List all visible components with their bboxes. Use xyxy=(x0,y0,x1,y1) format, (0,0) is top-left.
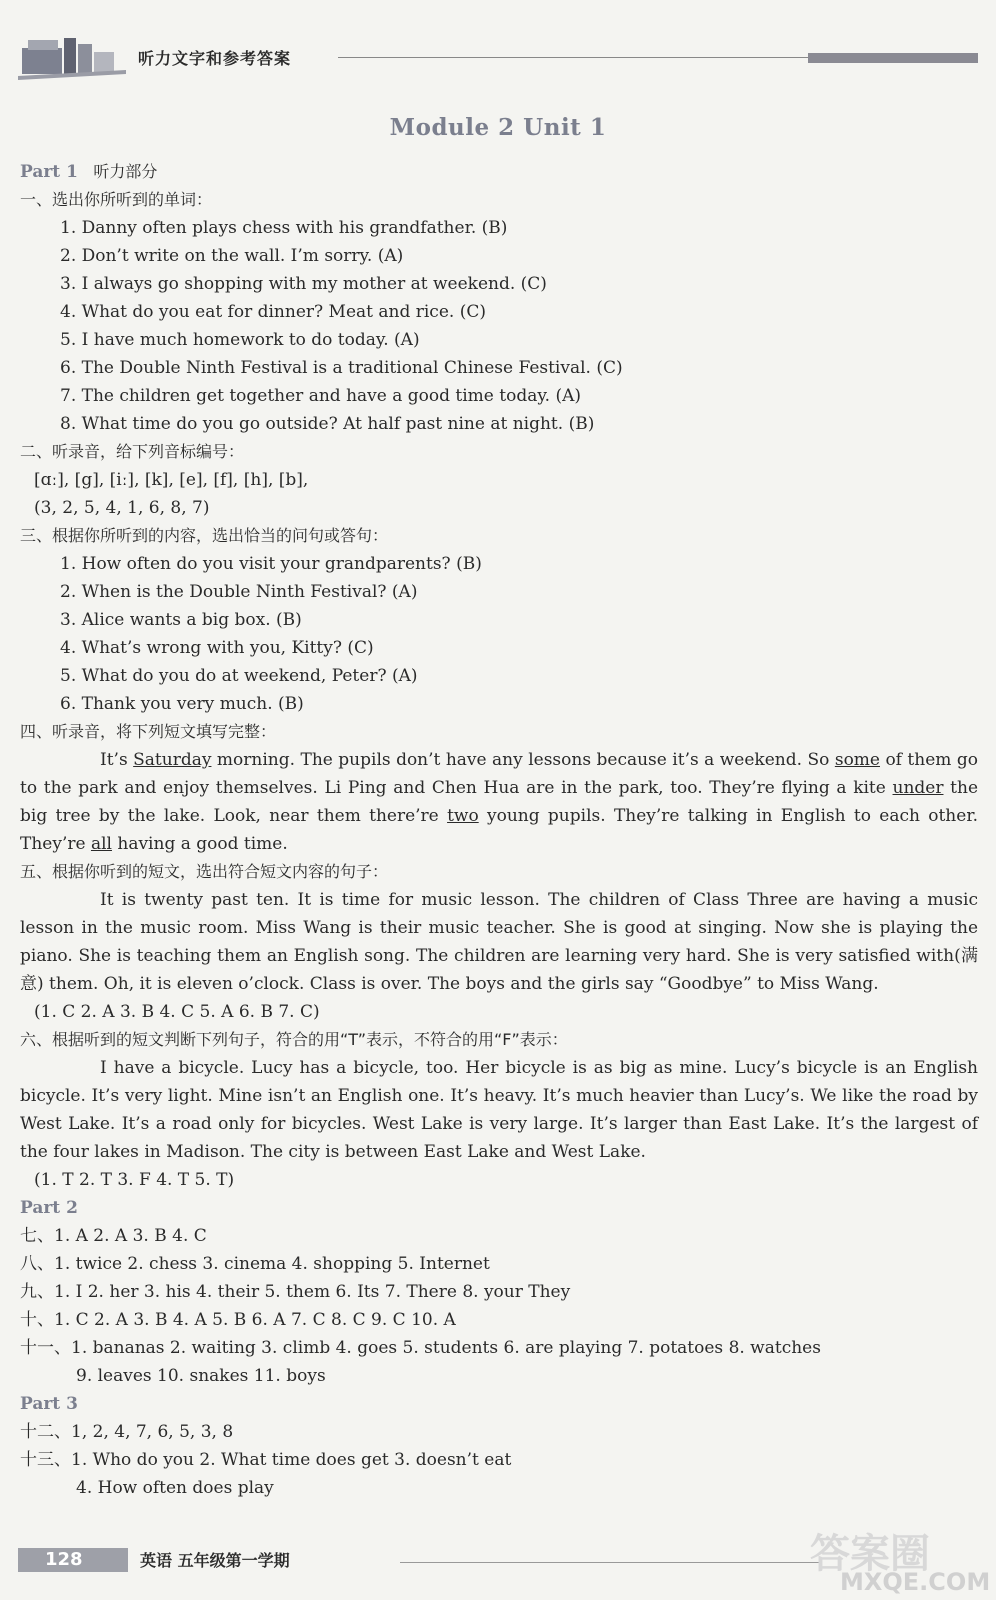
part3-label: Part 3 xyxy=(20,1394,78,1414)
section-6-answer: (1. T 2. T 3. F 4. T 5. T) xyxy=(34,1170,235,1190)
section-6-passage: I have a bicycle. Lucy has a bicycle, too. Her bicycle is as big as mine. Lucy’s bicycle is an English bicycle. It’s very light. Mine isn’t an English one. It’s heavy. It’s much heavier than Lucy’s. We like the road by West Lake. It’s a road only for bicycles. West Lake is very large. It’s larger than East Lake. It’s the largest of the four lakes in Madison. The city is between East Lake and West Lake. xyxy=(20,1058,978,1162)
passage-text: young pupils. They’re talking in English to each other. They’re xyxy=(20,806,978,854)
passage-text: having a good time. xyxy=(111,834,288,854)
answer-line: 七、1. A 2. A 3. B 4. C xyxy=(20,1226,207,1246)
header-title: 听力文字和参考答案 xyxy=(138,49,292,68)
list-item: 8. What time do you go outside? At half past nine at night. (B) xyxy=(60,414,595,434)
passage-text: the big tree by the lake. Look, near them there’re xyxy=(20,778,978,826)
answer-line: 八、1. twice 2. chess 3. cinema 4. shopping 5. Internet xyxy=(20,1254,490,1274)
answer-line: 十三、1. Who do you 2. What time does get 3. doesn’t eat xyxy=(20,1450,512,1470)
section-5-title: 五、根据你听到的短文，选出符合短文内容的句子： xyxy=(20,862,389,881)
section-5-answer: (1. C 2. A 3. B 4. C 5. A 6. B 7. C) xyxy=(34,1002,320,1022)
answer-line: 十一、1. bananas 2. waiting 3. climb 4. goes 5. students 6. are playing 7. potatoes 8. watches xyxy=(20,1338,821,1358)
answer-content xyxy=(20,158,978,1502)
answer-line: 十二、1, 2, 4, 7, 6, 5, 3, 8 xyxy=(20,1422,234,1442)
page-number: 128 xyxy=(45,1549,83,1570)
list-item: 7. The children get together and have a good time today. (A) xyxy=(60,386,582,406)
part1-label: Part 1 xyxy=(20,162,78,182)
filled-blank: under xyxy=(892,778,944,798)
filled-blank: two xyxy=(447,806,479,826)
passage-text: of them go to the park and enjoy themselves. Li Ping and Chen Hua are in the park, too. They’re flying a kite xyxy=(20,750,978,798)
list-item: 5. What do you do at weekend, Peter? (A) xyxy=(60,666,418,686)
answer-line-continued: 4. How often does play xyxy=(76,1478,274,1498)
answer-line: 十、1. C 2. A 3. B 4. A 5. B 6. A 7. C 8. C 9. C 10. A xyxy=(20,1310,456,1330)
list-item: 4. What do you eat for dinner? Meat and rice. (C) xyxy=(60,302,486,322)
filled-blank: Saturday xyxy=(133,750,212,770)
section-2-answer: (3, 2, 5, 4, 1, 6, 8, 7) xyxy=(34,498,210,518)
books-logo-icon xyxy=(18,30,128,80)
part2-label: Part 2 xyxy=(20,1198,78,1218)
part1-label-cn: 听力部分 xyxy=(93,162,158,181)
list-item: 3. Alice wants a big box. (B) xyxy=(60,610,302,630)
answer-line-continued: 9. leaves 10. snakes 11. boys xyxy=(76,1366,326,1386)
watermark: 答案圈 xyxy=(810,1531,930,1577)
page-footer xyxy=(0,1531,996,1600)
list-item: 2. Don’t write on the wall. I’m sorry. (A) xyxy=(60,246,404,266)
passage-text: morning. The pupils don’t have any lessons because it’s a weekend. So xyxy=(211,750,835,770)
footer-title: 英语 五年级第一学期 xyxy=(140,1551,290,1570)
filled-blank: all xyxy=(90,834,112,854)
list-item: 6. The Double Ninth Festival is a traditional Chinese Festival. (C) xyxy=(60,358,623,378)
section-3-title: 三、根据你所听到的内容，选出恰当的问句或答句： xyxy=(20,526,389,545)
section-6-title: 六、根据听到的短文判断下列句子，符合的用“T”表示，不符合的用“F”表示： xyxy=(20,1030,568,1049)
header-rule xyxy=(338,57,808,58)
part1-heading xyxy=(20,158,978,186)
footer-rule xyxy=(400,1562,820,1563)
phonetic-symbols: [ɑː], [g], [iː], [k], [e], [f], [h], [b], xyxy=(34,470,309,490)
list-item: 4. What’s wrong with you, Kitty? (C) xyxy=(60,638,374,658)
list-item: 2. When is the Double Ninth Festival? (A) xyxy=(60,582,418,602)
list-item: 1. How often do you visit your grandparents? (B) xyxy=(60,554,482,574)
page-header xyxy=(0,0,996,90)
list-item: 3. I always go shopping with my mother at weekend. (C) xyxy=(60,274,547,294)
section-4-title: 四、听录音，将下列短文填写完整： xyxy=(20,722,277,741)
page-title: Module 2 Unit 1 xyxy=(389,114,607,141)
section-1-title: 一、选出你所听到的单词： xyxy=(20,190,213,209)
section-5-passage: It is twenty past ten. It is time for music lesson. The children of Class Three are having a music lesson in the music room. Miss Wang is their music teacher. She is good at singing. Now she is playing the piano. She is teaching them an English song. The children are learning very hard. She is very satisfied with(满意) them. Oh, it is eleven o’clock. Class is over. The boys and the girls say “Goodbye” to Miss Wang. xyxy=(20,890,978,994)
list-item: 5. I have much homework to do today. (A) xyxy=(60,330,420,350)
list-item: 6. Thank you very much. (B) xyxy=(60,694,304,714)
list-item: 1. Danny often plays chess with his grandfather. (B) xyxy=(60,218,508,238)
section-2-title: 二、听录音，给下列音标编号： xyxy=(20,442,245,461)
watermark-url: MXQE.COM xyxy=(840,1568,991,1596)
answer-line: 九、1. I 2. her 3. his 4. their 5. them 6. Its 7. There 8. your They xyxy=(20,1282,571,1302)
header-bar xyxy=(808,53,978,63)
filled-blank: some xyxy=(834,750,880,770)
section-4-passage xyxy=(20,746,978,858)
passage-text: It’s xyxy=(100,750,134,770)
